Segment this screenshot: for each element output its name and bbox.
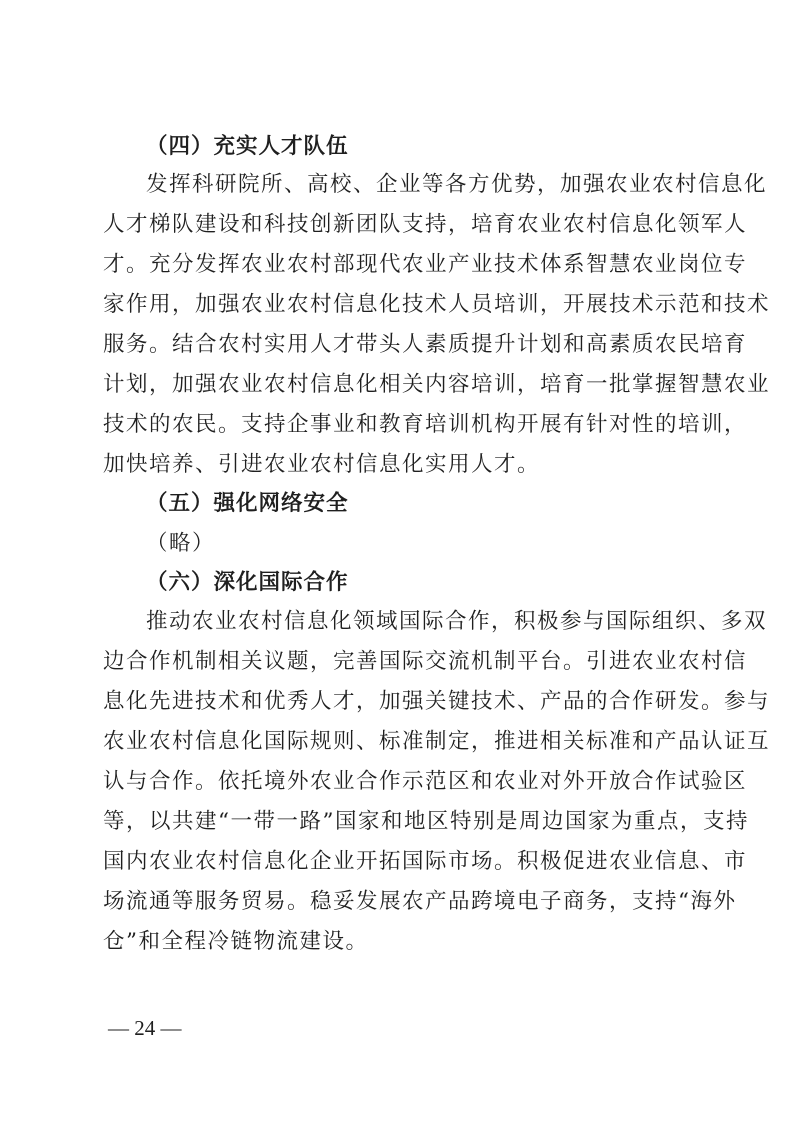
paragraph-line: 场流通等服务贸易。稳妥发展农产品跨境电子商务，支持“海外 — [103, 889, 737, 914]
paragraph-line: 人才梯队建设和科技创新团队支持，培育农业农村信息化领军人 — [103, 212, 748, 237]
paragraph-line: 息化先进技术和优秀人才，加强关键技术、产品的合作研发。参与 — [103, 689, 771, 714]
paragraph-line: 等，以共建“一带一路”国家和地区特别是周边国家为重点，支持 — [103, 809, 749, 834]
section-heading-network-security: （五）强化网络安全 — [146, 491, 349, 516]
paragraph-line: 发挥科研院所、高校、企业等各方优势，加强农业农村信息化 — [146, 172, 768, 197]
paragraph-line: 边合作机制相关议题，完善国际交流机制平台。引进农业农村信 — [103, 649, 748, 674]
paragraph-line: 推动农业农村信息化领域国际合作，积极参与国际组织、多双 — [146, 609, 768, 634]
paragraph-line: 计划，加强农业农村信息化相关内容培训，培育一批掌握智慧农业 — [103, 372, 771, 397]
paragraph-line: 农业农村信息化国际规则、标准制定，推进相关标准和产品认证互 — [103, 729, 771, 754]
page-number: — 24 — — [108, 1016, 182, 1040]
paragraph-line: 认与合作。依托境外农业合作示范区和农业对外开放合作试验区 — [103, 769, 748, 794]
paragraph-line: 技术的农民。支持企事业和教育培训机构开展有针对性的培训， — [103, 412, 748, 437]
paragraph-line: 家作用，加强农业农村信息化技术人员培训，开展技术示范和技术 — [103, 292, 771, 317]
omitted-note: （略） — [146, 531, 216, 556]
paragraph-line: 国内农业农村信息化企业开拓国际市场。积极促进农业信息、市 — [103, 849, 748, 874]
section-heading-talent: （四）充实人才队伍 — [146, 134, 349, 159]
paragraph-line: 才。充分发挥农业农村部现代农业产业技术体系智慧农业岗位专 — [103, 252, 748, 277]
section-heading-international-cooperation: （六）深化国际合作 — [146, 570, 349, 595]
paragraph-line: 仓”和全程冷链物流建设。 — [103, 929, 369, 954]
paragraph-line: 服务。结合农村实用人才带头人素质提升计划和高素质农民培育 — [103, 332, 748, 357]
paragraph-line: 加快培养、引进农业农村信息化实用人才。 — [103, 452, 541, 477]
